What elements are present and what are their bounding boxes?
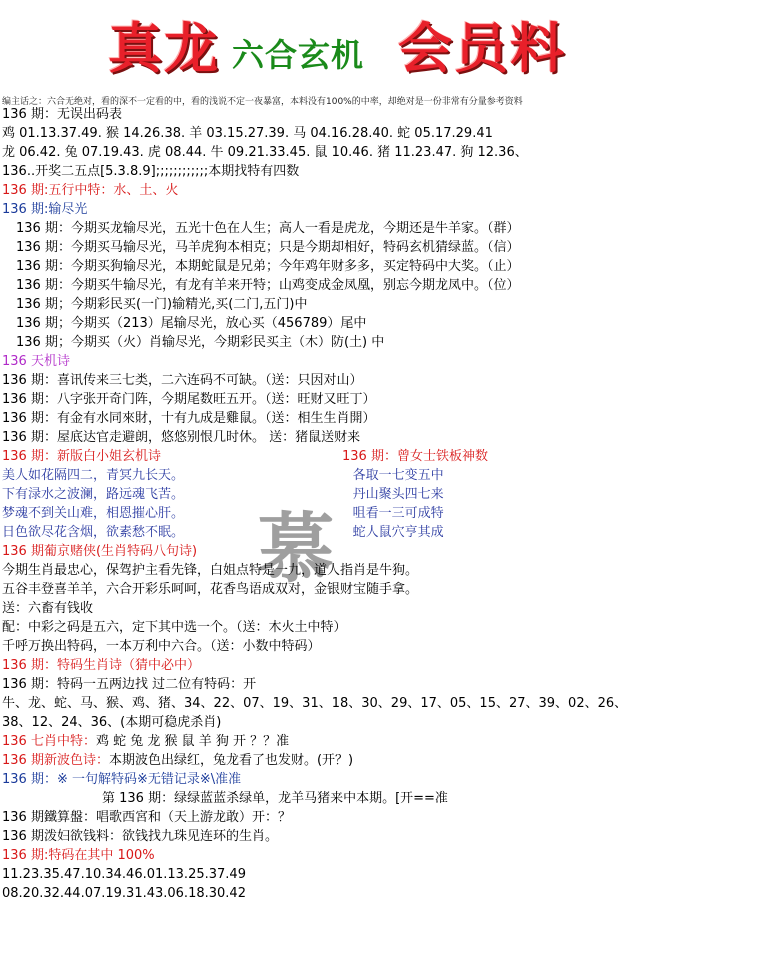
watermark-char: 慕: [258, 504, 334, 593]
poem-columns-heading: [2, 447, 766, 466]
pujing-pair: 配：中彩之码是五六，定下其中选一个。（送：木火土中特）: [2, 620, 347, 635]
tianji-line-4: 136 期：屋底达官走避朗，悠悠别恨几时休。 送：猪鼠送财来: [2, 430, 361, 445]
zeng-nvshi-heading: 136 期：曾女士铁板神数: [342, 449, 488, 464]
editor-note: 编主话之：六合无绝对，看的深不一定看的中，看的浅说不定一夜暴富，本料没有100%的中率，却绝对是一份非常有分量参考资料: [2, 97, 523, 107]
title-liuhe-xuanji: 六合玄机: [232, 36, 365, 74]
pujing-small-number: 千呼万换出特码，一本万利中六合。（送：小数中特码）: [2, 639, 321, 654]
draw-points: 136..开奖二五点[5.3.8.9];;;;;;;;;;;;本期找特有四数: [2, 164, 300, 179]
special-number-hint: 136 期：特码一五两边找 过二位有特码：开: [2, 677, 257, 692]
poem-row-2: [2, 485, 766, 504]
poem-row-1: [2, 466, 766, 485]
zodiac-numbers-row-2: 龙 06.42. 兔 07.19.43. 虎 08.44. 牛 09.21.33.45. 鼠 10.46. 猪 11.23.47. 狗 12.36、: [2, 145, 528, 160]
bai-poem-line-3: 梦魂不到关山难，相恩摧心肝。: [2, 506, 185, 521]
wave-color-value: 本期波色出绿红，兔龙看了也发财。(开？): [108, 753, 354, 768]
special-code-numbers-2: 08.20.32.44.07.19.31.43.06.18.30.42: [2, 886, 246, 901]
lose-all-line-1: 136 期：今期买龙输尽光，五光十色在人生；高人一看是虎龙，今期还是牛羊家。（群）: [16, 221, 520, 236]
title-zhenlong: 真龙: [108, 16, 220, 80]
seven-zodiac-row: [2, 732, 766, 751]
lose-all-line-3: 136 期：今期买狗输尽光，本期蛇鼠是兄弟；今年鸡年财多多，买定特码中大奖。（止）: [16, 259, 520, 274]
title-huiyuanliao: 会员料: [398, 16, 566, 80]
lose-all-line-7: 136 期；今期买（火）肖输尽光，今期彩民买主（木）防(土) 中: [16, 335, 385, 350]
poem-row-4: [2, 523, 766, 542]
one-sentence-heading: 136 期：※ 一句解特码※无错记录※\准准: [2, 772, 242, 787]
poem-row-3: [2, 504, 766, 523]
bai-poem-line-2: 下有渌水之波澜，路远魂飞苦。: [2, 487, 185, 502]
iron-abacus-line: 136 期鐵算盤：唱歌西宮和（天上游龙敢）开：？: [2, 810, 291, 825]
tianji-line-1: 136 期：喜讯传来三七类，二六连码不可缺。（送：只因对山）: [2, 373, 363, 388]
lose-all-line-6: 136 期；今期买（213）尾输尽光，放心买（456789）尾中: [16, 316, 367, 331]
wave-color-row: [2, 751, 766, 770]
pujing-line-2: 五谷丰登喜羊羊，六合开彩乐呵呵，花香鸟语成双对，金银财宝随手拿。: [2, 582, 419, 597]
special-number-list-2: 38、12、24、36、(本期可稳虎杀肖): [2, 715, 222, 730]
lose-all-line-2: 136 期：今期买马输尽光，马羊虎狗本相克；只是今期却相好，特码玄机猜绿蓝。（信）: [16, 240, 520, 255]
tianji-line-2: 136 期：八字张开奇门阵，今期尾数旺五开。（送：旺财又旺丁）: [2, 392, 376, 407]
zeng-poem-line-3: 咀看一三可成特: [352, 506, 444, 521]
zeng-poem-line-1: 各取一七变五中: [352, 468, 444, 483]
zeng-poem-line-4: 蛇人鼠穴亨其成: [352, 525, 444, 540]
tianji-line-3: 136 期：有金有水同來財，十有九成是雞鼠。（送：相生生肖開）: [2, 411, 376, 426]
tianji-poem-heading: 136 天机诗: [2, 354, 70, 369]
bai-poem-line-1: 美人如花隔四二，青冥九长天。: [2, 468, 185, 483]
special-code-heading: 136 期:特码在其中 100%: [2, 848, 155, 863]
bai-xiaojie-heading: 136 期：新版白小姐玄机诗: [2, 449, 161, 464]
lose-all-line-5: 136 期；今期彩民买(一门)输精光,买(二门,五门)中: [16, 297, 308, 312]
pujing-heading: 136 期葡京赌侠(生肖特码八句诗): [2, 544, 198, 559]
pujing-line-1: 今期生肖最忠心，保驾护主看先锋，白姐点特是一九，道人指肖是牛狗。: [2, 563, 419, 578]
header-banner: [0, 0, 768, 90]
shrew-money-line: 136 期泼妇欲钱料：欲钱找九珠见连环的生肖。: [2, 829, 278, 844]
special-code-numbers-1: 11.23.35.47.10.34.46.01.13.25.37.49: [2, 867, 246, 882]
zodiac-numbers-row-1: 鸡 01.13.37.49. 猴 14.26.38. 羊 03.15.27.39. 马 04.16.28.40. 蛇 05.17.29.41: [2, 126, 493, 141]
seven-zodiac-value: 鸡 蛇 兔 龙 猴 鼠 羊 狗 开 ？？准: [95, 734, 290, 749]
lose-all-heading: 136 期:输尽光: [2, 202, 88, 217]
main-content: [2, 105, 766, 903]
special-number-list-1: 牛、龙、蛇、马、猴、鸡、猪、34、22、07、19、31、18、30、29、17、05、15、27、39、02、26、: [2, 696, 628, 711]
five-elements-heading: 136 期:五行中特：水、土、火: [2, 183, 179, 198]
wave-color-label: 136 期新波色诗：: [2, 753, 109, 768]
lose-all-line-4: 136 期：今期买牛输尽光，有龙有羊来开特；山鸡变成金凤凰，别忘今期龙凤中。（位）: [16, 278, 520, 293]
bai-poem-line-4: 日色欲尽花含烟，欲素愁不眠。: [2, 525, 185, 540]
seven-zodiac-label: 136 七肖中特：: [2, 734, 96, 749]
period-table-title: 136 期：无误出码表: [2, 107, 122, 122]
pujing-gift: 送：六畜有钱收: [2, 601, 94, 616]
one-sentence-line: 第 136 期：绿绿蓝蓝杀绿单，龙羊马猪来中本期。[开==准: [102, 791, 448, 806]
special-zodiac-heading: 136 期：特码生肖诗（猜中必中）: [2, 658, 200, 673]
zeng-poem-line-2: 丹山聚头四七来: [352, 487, 444, 502]
